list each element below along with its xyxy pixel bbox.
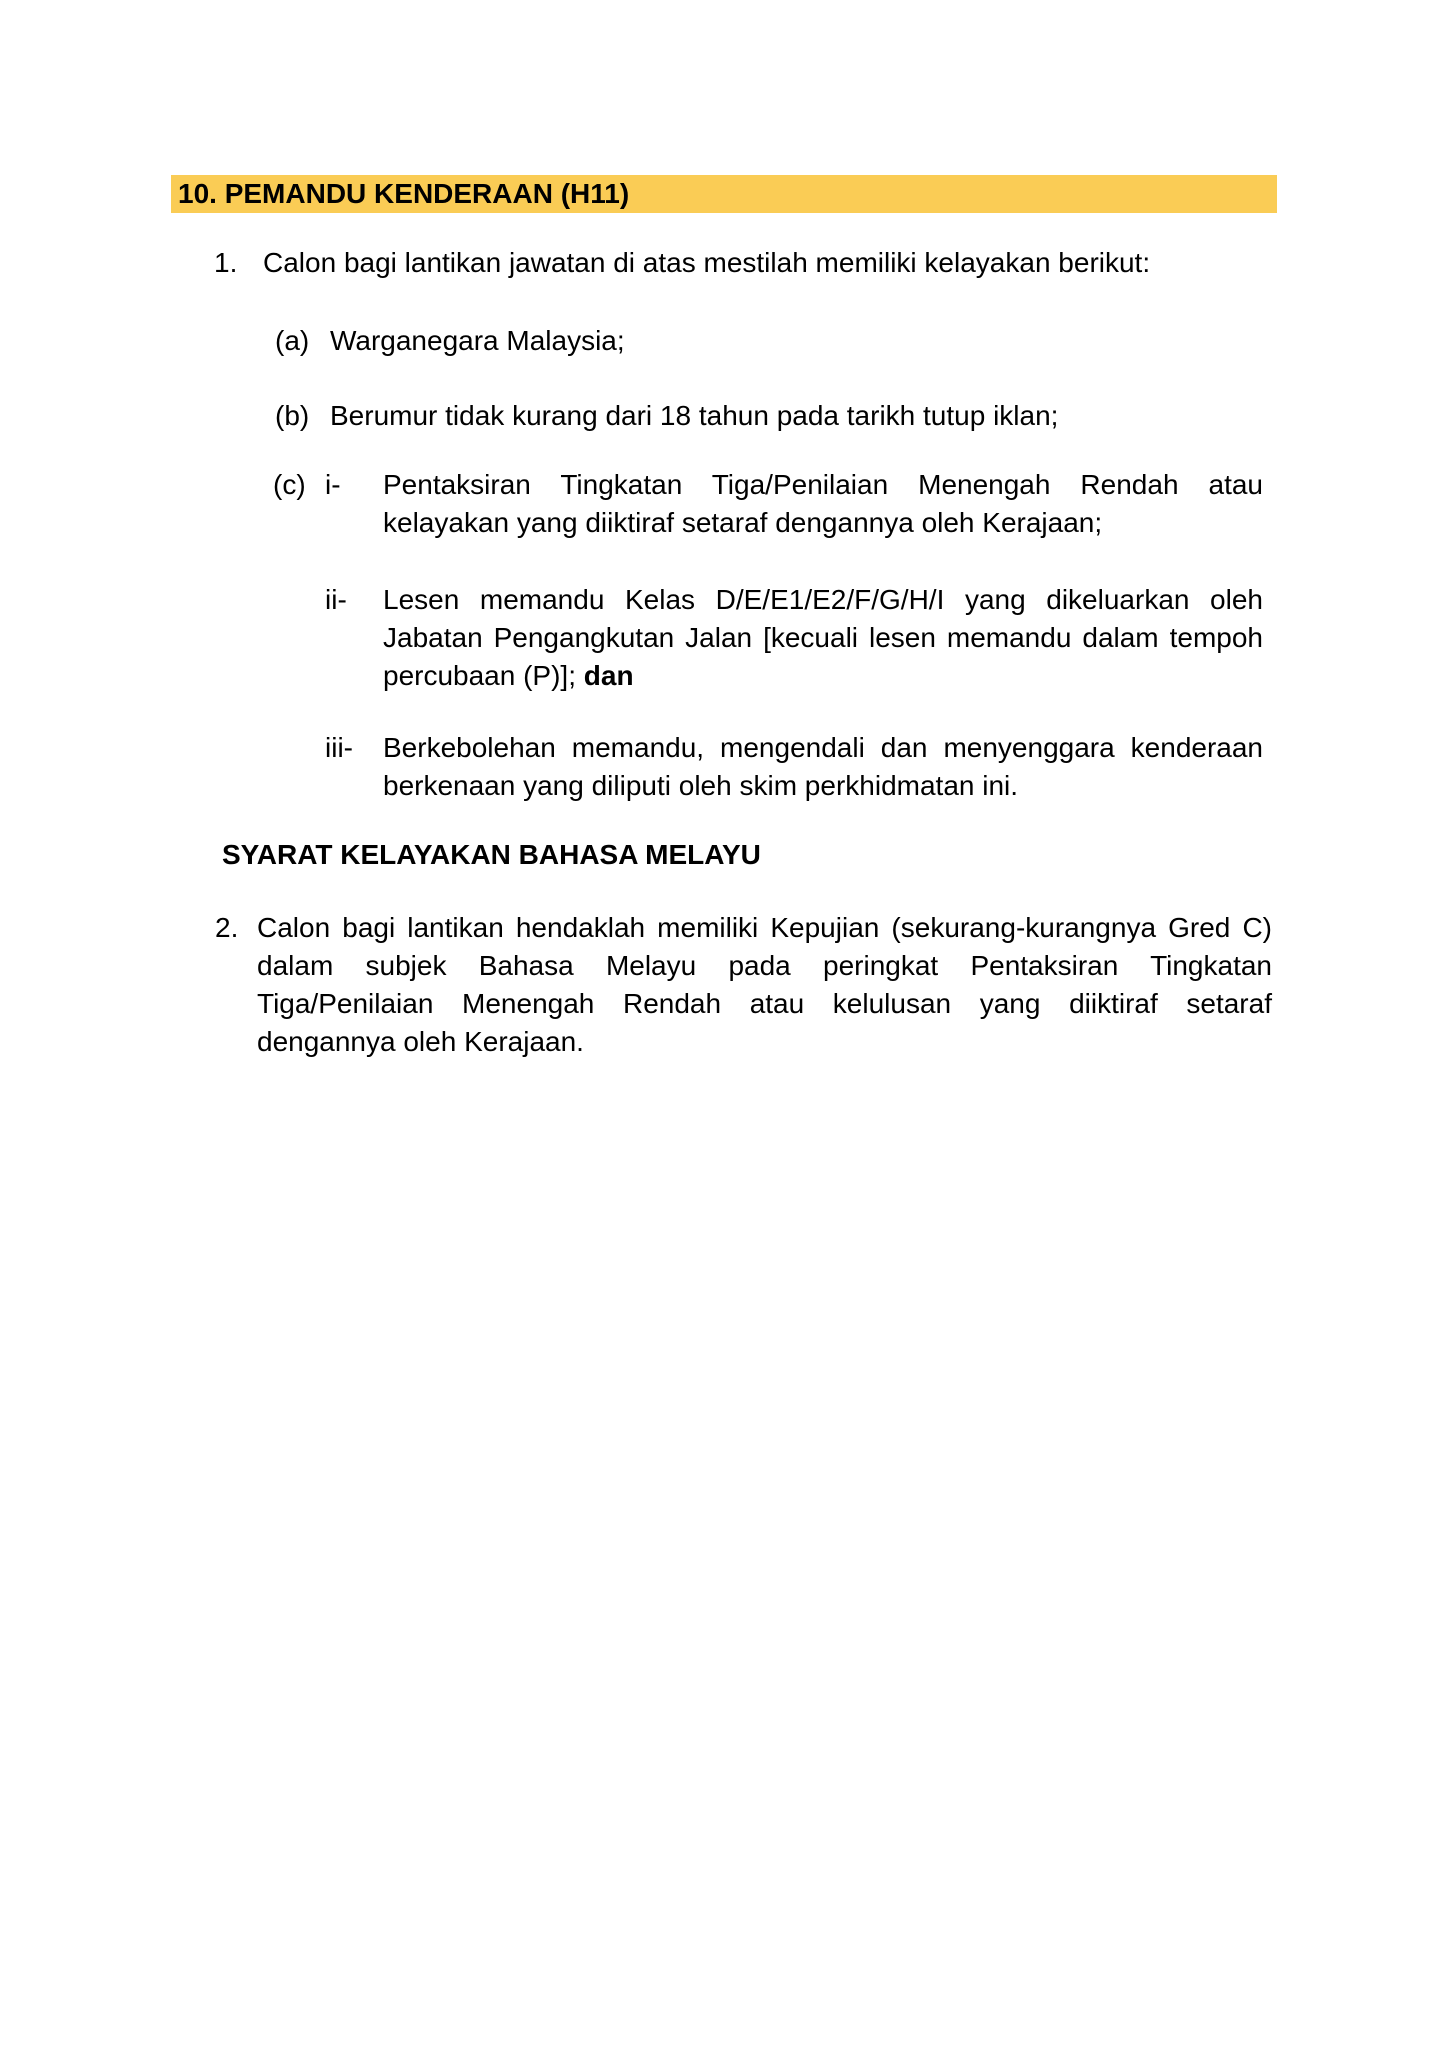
sub-item-a-text: Warganegara Malaysia; <box>330 325 625 356</box>
sub-item-c-label: (c) <box>273 469 306 500</box>
roman-i-label: i- <box>325 469 341 500</box>
list-item-2 <box>215 909 1272 1061</box>
item-1-text: Calon bagi lantikan jawatan di atas mestilah memiliki kelayakan berikut: <box>263 247 1151 278</box>
item-1-number: 1. <box>214 247 238 278</box>
sub-item-a-label: (a) <box>275 325 310 356</box>
sub-item-c-roman-ii <box>325 581 1263 695</box>
sub-item-a <box>275 322 625 360</box>
sub-item-b-label: (b) <box>275 400 310 431</box>
roman-ii-bold-suffix: dan <box>583 660 634 691</box>
roman-ii-label: ii- <box>325 584 347 615</box>
roman-iii-text-body: Berkebolehan memandu, mengendali dan menyenggara kenderaan berkenaan yang diliputi oleh skim perkhidmatan ini. <box>383 732 1263 801</box>
item-2-number: 2. <box>215 912 239 943</box>
sub-item-c-roman-iii <box>325 729 1263 805</box>
roman-iii-label: iii- <box>325 732 353 763</box>
roman-ii-text <box>383 581 1263 695</box>
sub-item-b <box>275 397 1058 435</box>
roman-i-text <box>383 466 1263 542</box>
roman-ii-text-body: Lesen memandu Kelas D/E/E1/E2/F/G/H/I yang dikeluarkan oleh Jabatan Pengangkutan Jalan [kecuali lesen memandu dalam tempoh percubaan (P)]; <box>383 584 1263 691</box>
section-heading: 10. PEMANDU KENDERAAN (H11) <box>178 178 630 209</box>
sub-item-c-roman-i <box>273 466 1263 542</box>
roman-i-text-body: Pentaksiran Tingkatan Tiga/Penilaian Menengah Rendah atau kelayakan yang diiktiraf setaraf dengannya oleh Kerajaan; <box>383 469 1263 538</box>
list-item-1 <box>214 244 1150 282</box>
subsection-heading: SYARAT KELAYAKAN BAHASA MELAYU <box>222 839 761 870</box>
sub-item-b-text: Berumur tidak kurang dari 18 tahun pada tarikh tutup iklan; <box>330 400 1059 431</box>
roman-iii-text <box>383 729 1263 805</box>
section-heading-highlight <box>171 175 1277 213</box>
item-2-text: Calon bagi lantikan hendaklah memiliki Kepujian (sekurang-kurangnya Gred C) dalam subjek Bahasa Melayu pada peringkat Pentaksiran Tingkatan Tiga/Penilaian Menengah Rendah atau kelulusan yang diiktiraf setaraf dengannya oleh Kerajaan. <box>257 912 1272 1057</box>
